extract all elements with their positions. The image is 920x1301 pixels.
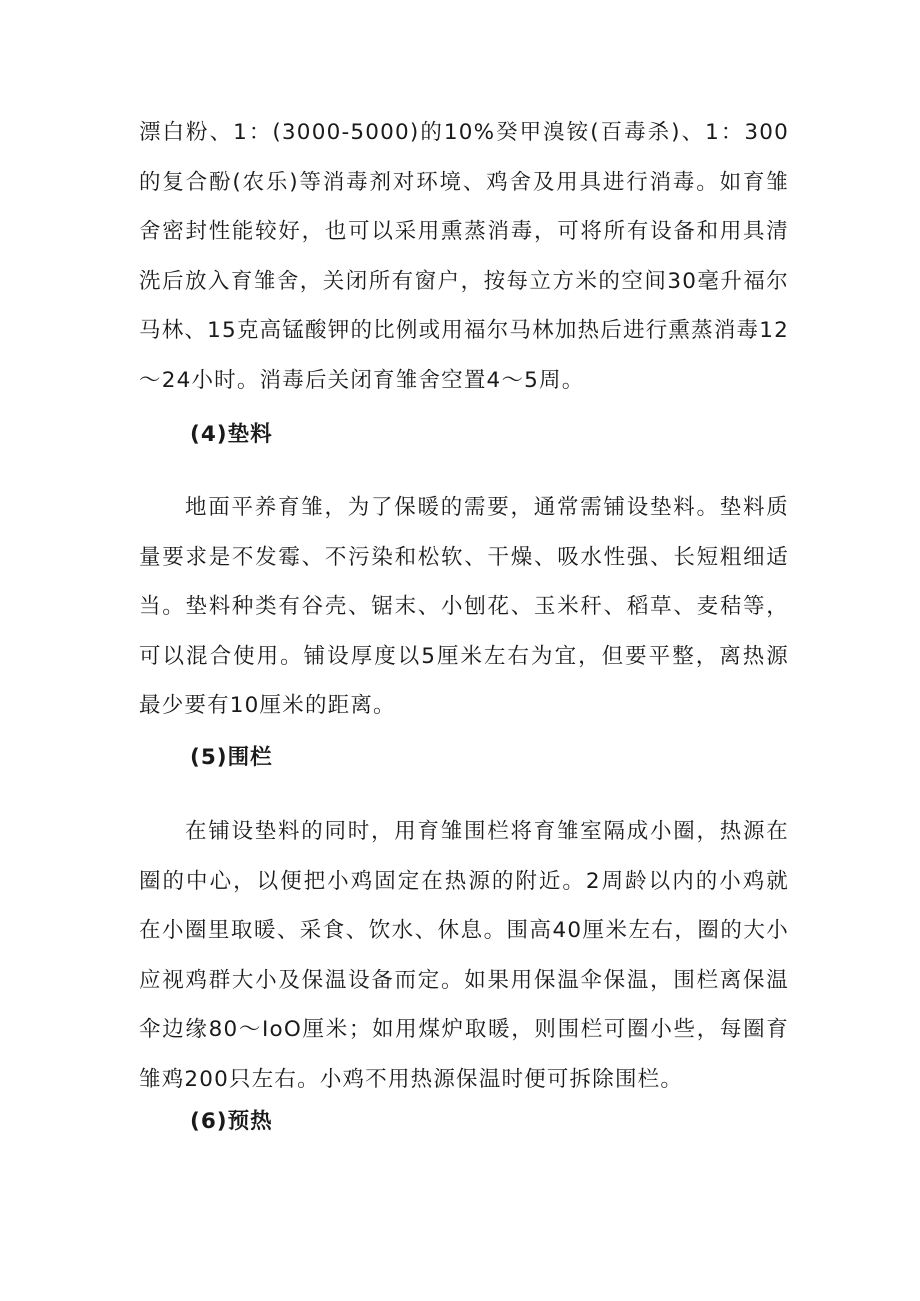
heading-fence: (5)围栏 xyxy=(190,745,273,770)
heading-bedding: (4)垫料 xyxy=(190,422,273,447)
paragraph-bedding: 地面平养育雏，为了保暖的需要，通常需铺设垫料。垫料质量要求是不发霉、不污染和松软、干燥、吸水性强、长短粗细适当。垫料种类有谷壳、锯末、小刨花、玉米秆、稻草、麦秸等，可以混合使用。铺设厚度以5厘米左右为宜，但要平整，离热源最少要有10厘米的距离。 xyxy=(139,495,789,718)
paragraph-disinfection: 漂白粉、1：(3000-5000)的10%癸甲溴铵(百毒杀)、1：300的复合酚(农乐)等消毒剂对环境、鸡舍及用具进行消毒。如育雏舍密封性能较好，也可以采用熏蒸消毒，可将所有设备和用具清洗后放入育雏舍，关闭所有窗户，按每立方米的空间30毫升福尔马林、15克高锰酸钾的比例或用福尔马林加热后进行熏蒸消毒12～24小时。消毒后关闭育雏舍空置4～5周。 xyxy=(139,120,789,393)
paragraph-fence: 在铺设垫料的同时，用育雏围栏将育雏室隔成小圈，热源在圈的中心，以便把小鸡固定在热源的附近。2周龄以内的小鸡就在小圈里取暖、采食、饮水、休息。围高40厘米左右，圈的大小应视鸡群大小及保温设备而定。如果用保温伞保温，围栏离保温伞边缘80～IoO厘米；如用煤炉取暖，则围栏可圈小些，每圈育雏鸡200只左右。小鸡不用热源保温时便可拆除围栏。 xyxy=(139,819,789,1092)
heading-preheat: (6)预热 xyxy=(190,1109,273,1134)
